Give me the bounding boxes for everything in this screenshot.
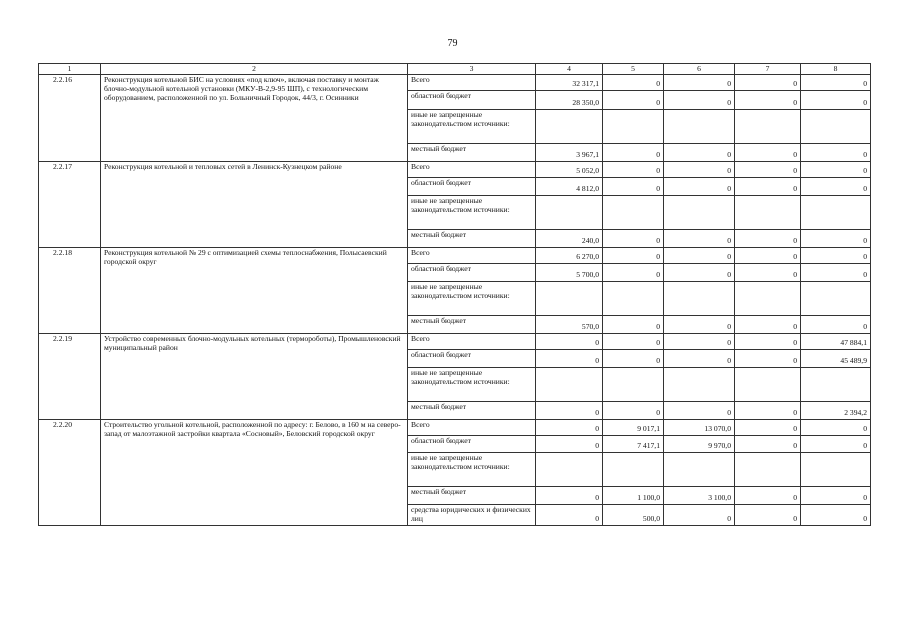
funding-source: областной бюджет bbox=[408, 91, 536, 110]
funding-value: 0 bbox=[801, 487, 871, 505]
funding-value: 0 bbox=[536, 487, 603, 505]
funding-value: 9 970,0 bbox=[664, 436, 735, 453]
funding-value bbox=[536, 110, 603, 144]
funding-source: Всего bbox=[408, 334, 536, 350]
item-code: 2.2.18 bbox=[39, 248, 101, 334]
funding-value: 0 bbox=[536, 436, 603, 453]
column-header: 5 bbox=[603, 64, 664, 75]
funding-value: 0 bbox=[664, 178, 735, 196]
funding-value: 0 bbox=[735, 144, 801, 162]
funding-value: 7 417,1 bbox=[603, 436, 664, 453]
funding-value: 0 bbox=[603, 316, 664, 334]
funding-value: 570,0 bbox=[536, 316, 603, 334]
funding-value: 0 bbox=[664, 350, 735, 368]
item-title: Строительство угольной котельной, расположенной по адресу: г. Белово, в 160 м на северо-запад от малоэтажной застройки квартала «Сосновый», Беловский городской округ bbox=[101, 420, 408, 526]
funding-value bbox=[664, 453, 735, 487]
funding-value bbox=[801, 110, 871, 144]
funding-value bbox=[735, 196, 801, 230]
funding-value: 32 317,1 bbox=[536, 75, 603, 91]
funding-value: 0 bbox=[801, 178, 871, 196]
funding-value: 0 bbox=[664, 316, 735, 334]
funding-value bbox=[603, 453, 664, 487]
funding-source: областной бюджет bbox=[408, 436, 536, 453]
funding-value: 0 bbox=[536, 334, 603, 350]
funding-source: областной бюджет bbox=[408, 264, 536, 282]
item-code: 2.2.19 bbox=[39, 334, 101, 420]
funding-value: 47 884,1 bbox=[801, 334, 871, 350]
funding-value: 0 bbox=[664, 162, 735, 178]
table-row bbox=[39, 75, 871, 91]
table-row bbox=[39, 162, 871, 178]
funding-value bbox=[735, 282, 801, 316]
funding-value: 0 bbox=[536, 505, 603, 526]
funding-value: 0 bbox=[664, 264, 735, 282]
funding-value: 0 bbox=[801, 144, 871, 162]
funding-value: 0 bbox=[664, 230, 735, 248]
funding-value: 0 bbox=[536, 402, 603, 420]
table-row bbox=[39, 248, 871, 264]
funding-value: 28 350,0 bbox=[536, 91, 603, 110]
funding-value: 0 bbox=[664, 248, 735, 264]
funding-value: 0 bbox=[664, 91, 735, 110]
funding-value bbox=[536, 368, 603, 402]
funding-value: 0 bbox=[603, 334, 664, 350]
funding-value: 2 394,2 bbox=[801, 402, 871, 420]
funding-value: 0 bbox=[735, 248, 801, 264]
funding-value: 3 967,1 bbox=[536, 144, 603, 162]
item-title: Реконструкция котельной БИС на условиях «под ключ», включая поставку и монтаж блочно-модульной котельной установки (МКУ-В-2,9-95 ШП), с технологическим оборудованием, расположенной по ул. Больничный Городок, 44/3, г. Осинники bbox=[101, 75, 408, 162]
funding-value bbox=[603, 282, 664, 316]
funding-value bbox=[536, 196, 603, 230]
funding-value: 5 052,0 bbox=[536, 162, 603, 178]
funding-source: областной бюджет bbox=[408, 178, 536, 196]
funding-value bbox=[801, 453, 871, 487]
table-row bbox=[39, 334, 871, 350]
funding-source: местный бюджет bbox=[408, 487, 536, 505]
funding-value bbox=[603, 196, 664, 230]
funding-source: местный бюджет bbox=[408, 402, 536, 420]
funding-value: 0 bbox=[735, 487, 801, 505]
funding-value: 0 bbox=[801, 420, 871, 436]
funding-source: иные не запрещенные законодательством источники: bbox=[408, 453, 536, 487]
funding-value: 0 bbox=[603, 144, 664, 162]
funding-value: 5 700,0 bbox=[536, 264, 603, 282]
funding-value: 0 bbox=[735, 162, 801, 178]
funding-source: иные не запрещенные законодательством источники: bbox=[408, 110, 536, 144]
funding-value bbox=[603, 368, 664, 402]
funding-value: 13 070,0 bbox=[664, 420, 735, 436]
item-title: Реконструкция котельной и тепловых сетей в Ленинск-Кузнецком районе bbox=[101, 162, 408, 248]
funding-value bbox=[801, 282, 871, 316]
funding-value bbox=[664, 196, 735, 230]
funding-value: 0 bbox=[536, 350, 603, 368]
funding-value: 0 bbox=[603, 162, 664, 178]
funding-value: 0 bbox=[801, 91, 871, 110]
funding-value bbox=[664, 110, 735, 144]
funding-value: 0 bbox=[801, 162, 871, 178]
funding-value: 3 100,0 bbox=[664, 487, 735, 505]
funding-value: 0 bbox=[735, 264, 801, 282]
item-title: Устройство современных блочно-модульных котельных (термороботы), Промышленовский муниципальный район bbox=[101, 334, 408, 420]
funding-value: 0 bbox=[603, 264, 664, 282]
column-header: 2 bbox=[101, 64, 408, 75]
funding-source: иные не запрещенные законодательством источники: bbox=[408, 196, 536, 230]
funding-value: 0 bbox=[603, 402, 664, 420]
header-row bbox=[39, 64, 871, 75]
funding-value bbox=[801, 196, 871, 230]
funding-value: 0 bbox=[801, 316, 871, 334]
funding-value: 0 bbox=[664, 144, 735, 162]
funding-value: 0 bbox=[801, 264, 871, 282]
funding-value: 0 bbox=[801, 505, 871, 526]
funding-source: Всего bbox=[408, 248, 536, 264]
funding-value: 240,0 bbox=[536, 230, 603, 248]
funding-value: 0 bbox=[735, 178, 801, 196]
funding-value: 0 bbox=[735, 75, 801, 91]
funding-value: 0 bbox=[801, 436, 871, 453]
funding-value: 0 bbox=[603, 350, 664, 368]
funding-value bbox=[735, 368, 801, 402]
funding-value: 0 bbox=[536, 420, 603, 436]
funding-value: 0 bbox=[735, 420, 801, 436]
funding-value: 0 bbox=[603, 248, 664, 264]
funding-value: 0 bbox=[664, 75, 735, 91]
table-row bbox=[39, 420, 871, 436]
funding-value bbox=[536, 453, 603, 487]
funding-value bbox=[664, 282, 735, 316]
funding-value bbox=[664, 368, 735, 402]
column-header: 3 bbox=[408, 64, 536, 75]
funding-source: Всего bbox=[408, 75, 536, 91]
funding-value: 0 bbox=[603, 178, 664, 196]
funding-source: Всего bbox=[408, 420, 536, 436]
funding-source: иные не запрещенные законодательством источники: bbox=[408, 368, 536, 402]
funding-value: 0 bbox=[735, 505, 801, 526]
funding-value: 0 bbox=[664, 402, 735, 420]
page-number: 79 bbox=[447, 38, 458, 49]
funding-source: иные не запрещенные законодательством источники: bbox=[408, 282, 536, 316]
funding-value: 0 bbox=[801, 75, 871, 91]
funding-value: 0 bbox=[735, 91, 801, 110]
funding-value: 0 bbox=[735, 436, 801, 453]
budget-table bbox=[38, 63, 871, 526]
funding-value: 500,0 bbox=[603, 505, 664, 526]
item-code: 2.2.17 bbox=[39, 162, 101, 248]
funding-value: 4 812,0 bbox=[536, 178, 603, 196]
column-header: 6 bbox=[664, 64, 735, 75]
funding-value: 0 bbox=[664, 334, 735, 350]
funding-value: 0 bbox=[735, 402, 801, 420]
funding-value: 0 bbox=[603, 75, 664, 91]
funding-source: местный бюджет bbox=[408, 144, 536, 162]
funding-source: местный бюджет bbox=[408, 316, 536, 334]
item-title: Реконструкция котельной № 29 с оптимизацией схемы теплоснабжения, Полысаевский городской округ bbox=[101, 248, 408, 334]
column-header: 4 bbox=[536, 64, 603, 75]
funding-value bbox=[735, 453, 801, 487]
funding-value: 0 bbox=[735, 230, 801, 248]
funding-value bbox=[536, 282, 603, 316]
column-header: 7 bbox=[735, 64, 801, 75]
item-code: 2.2.20 bbox=[39, 420, 101, 526]
funding-value bbox=[801, 368, 871, 402]
funding-value: 1 100,0 bbox=[603, 487, 664, 505]
funding-value: 0 bbox=[735, 334, 801, 350]
funding-value: 0 bbox=[801, 248, 871, 264]
column-header: 8 bbox=[801, 64, 871, 75]
column-header: 1 bbox=[39, 64, 101, 75]
funding-source: средства юридических и физических лиц bbox=[408, 505, 536, 526]
funding-value: 6 270,0 bbox=[536, 248, 603, 264]
funding-value: 0 bbox=[735, 316, 801, 334]
funding-value bbox=[735, 110, 801, 144]
funding-value: 0 bbox=[603, 230, 664, 248]
funding-source: Всего bbox=[408, 162, 536, 178]
item-code: 2.2.16 bbox=[39, 75, 101, 162]
funding-value: 0 bbox=[603, 91, 664, 110]
funding-source: местный бюджет bbox=[408, 230, 536, 248]
funding-value: 45 489,9 bbox=[801, 350, 871, 368]
funding-value: 0 bbox=[735, 350, 801, 368]
funding-value: 9 017,1 bbox=[603, 420, 664, 436]
funding-value bbox=[603, 110, 664, 144]
funding-value: 0 bbox=[801, 230, 871, 248]
funding-value: 0 bbox=[664, 505, 735, 526]
funding-source: областной бюджет bbox=[408, 350, 536, 368]
